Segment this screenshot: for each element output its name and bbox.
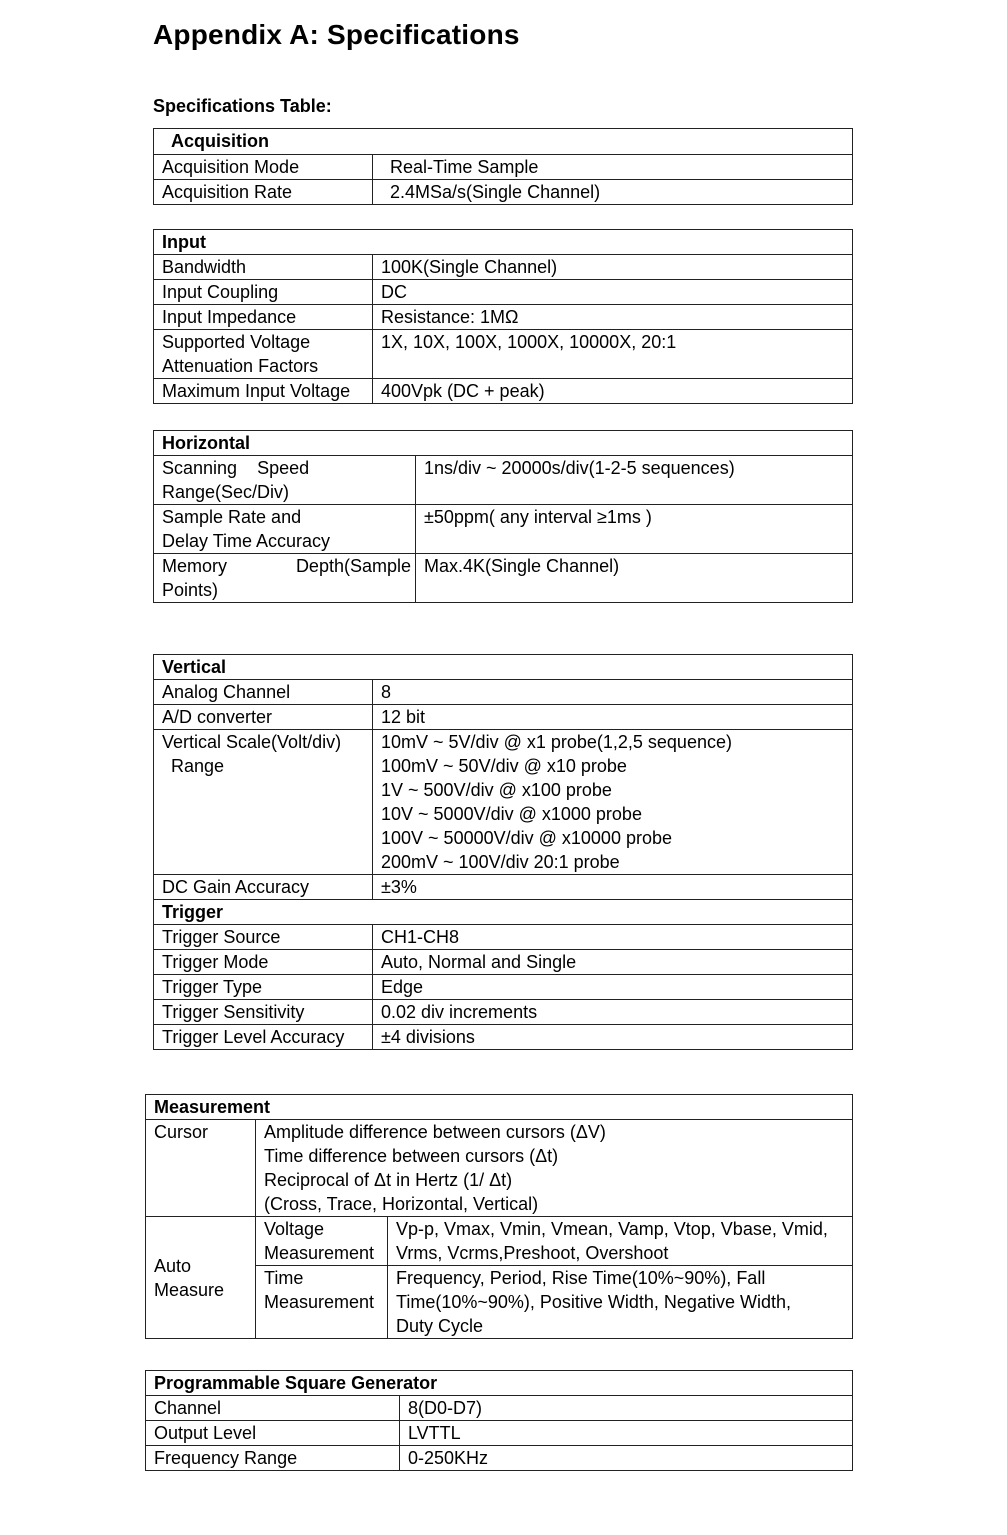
table-header-row (146, 1371, 853, 1396)
table-row (154, 505, 853, 554)
spec-value-line: Time difference between cursors (Δt) (264, 1146, 559, 1166)
measurement-table (145, 1094, 853, 1339)
spec-label: Trigger Type (154, 975, 373, 1000)
spec-value: 0-250KHz (400, 1446, 853, 1471)
spec-value: 8(D0-D7) (400, 1396, 853, 1421)
table-row (146, 1396, 853, 1421)
spec-value-line: 100V ~ 50000V/div @ x10000 probe (381, 828, 672, 848)
cursor-label: Cursor (146, 1120, 256, 1217)
spec-value-line: Vp-p, Vmax, Vmin, Vmean, Vamp, Vtop, Vbase, Vmid, (396, 1219, 828, 1239)
spec-label-line: Time (264, 1268, 304, 1288)
spec-value: 1X, 10X, 100X, 1000X, 10000X, 20:1 (373, 330, 853, 379)
spec-label-word: Depth(Sample (295, 556, 411, 576)
spec-label (154, 330, 373, 379)
table-row (154, 705, 853, 730)
voltage-measurement-value (388, 1217, 853, 1266)
table-header-row (146, 1095, 853, 1120)
spec-label-line: Points) (162, 580, 219, 600)
table-row (154, 305, 853, 330)
spec-label (154, 730, 373, 875)
acquisition-header: Acquisition (154, 129, 853, 155)
spec-label-line: Auto (154, 1255, 192, 1276)
spec-value-line: Amplitude difference between cursors (ΔV) (264, 1122, 606, 1142)
spec-value-line: 100mV ~ 50V/div @ x10 probe (381, 756, 627, 776)
table-row (154, 680, 853, 705)
time-measurement-label (256, 1266, 388, 1339)
spec-label: Maximum Input Voltage (154, 379, 373, 404)
cursor-value (256, 1120, 853, 1217)
table-row (154, 1025, 853, 1050)
spec-label: Channel (146, 1396, 400, 1421)
spec-label-line: Sample Rate and (162, 507, 302, 527)
vertical-header: Vertical (154, 655, 853, 680)
spec-label: Acquisition Mode (154, 155, 373, 180)
spec-label: Input Coupling (154, 280, 373, 305)
spec-label (154, 554, 416, 603)
table-row (154, 330, 853, 379)
spec-label-line: Range (171, 756, 225, 776)
page-title: Appendix A: Specifications (153, 19, 520, 50)
spec-value: Resistance: 1MΩ (373, 305, 853, 330)
table-row (154, 875, 853, 900)
table-row (146, 1217, 853, 1266)
table-row (154, 730, 853, 875)
spec-value-line: Vrms, Vcrms,Preshoot, Overshoot (396, 1243, 669, 1263)
spec-value: 1ns/div ~ 20000s/div(1-2-5 sequences) (416, 456, 853, 505)
specifications-table-subtitle: Specifications Table: (153, 96, 332, 116)
horizontal-header: Horizontal (154, 431, 853, 456)
voltage-measurement-label (256, 1217, 388, 1266)
table-header-row (154, 230, 853, 255)
spec-label: Frequency Range (146, 1446, 400, 1471)
spec-label: Analog Channel (154, 680, 373, 705)
spec-label-line: Voltage (264, 1219, 325, 1239)
spec-value: ±4 divisions (373, 1025, 853, 1050)
spec-value: 400Vpk (DC + peak) (373, 379, 853, 404)
spec-value: LVTTL (400, 1421, 853, 1446)
spec-value-line: 1V ~ 500V/div @ x100 probe (381, 780, 612, 800)
vertical-trigger-table (153, 654, 853, 1050)
measurement-header: Measurement (146, 1095, 853, 1120)
spec-label-word: Scanning (162, 458, 238, 478)
spec-label: Trigger Sensitivity (154, 1000, 373, 1025)
spec-label (154, 456, 416, 505)
square-generator-table (145, 1370, 853, 1471)
spec-label: Trigger Level Accuracy (154, 1025, 373, 1050)
input-header: Input (154, 230, 853, 255)
table-row (154, 180, 853, 205)
table-row (154, 1000, 853, 1025)
spec-value-line: (Cross, Trace, Horizontal, Vertical) (264, 1194, 539, 1214)
table-row (154, 950, 853, 975)
table-row (146, 1120, 853, 1217)
spec-label: Trigger Mode (154, 950, 373, 975)
spec-value: 12 bit (373, 705, 853, 730)
spec-label-line: Measurement (264, 1292, 375, 1312)
spec-value: ±3% (373, 875, 853, 900)
spec-label-line: Measure (154, 1279, 225, 1300)
spec-value-line: 10V ~ 5000V/div @ x1000 probe (381, 804, 642, 824)
spec-label-line (162, 554, 415, 578)
table-row (154, 255, 853, 280)
spec-label: A/D converter (154, 705, 373, 730)
spec-value: ±50ppm( any interval ≥1ms ) (416, 505, 853, 554)
table-header-row (154, 900, 853, 925)
trigger-header: Trigger (154, 900, 853, 925)
spec-value (373, 730, 853, 875)
table-row (154, 456, 853, 505)
table-row (146, 1446, 853, 1471)
spec-value-line: Frequency, Period, Rise Time(10%~90%), Fall (396, 1268, 766, 1288)
spec-value-line: Duty Cycle (396, 1316, 484, 1336)
spec-value: Max.4K(Single Channel) (416, 554, 853, 603)
spec-value: 2.4MSa/s(Single Channel) (373, 180, 853, 205)
spec-value-line: 10mV ~ 5V/div @ x1 probe(1,2,5 sequence) (381, 732, 732, 752)
spec-label: Input Impedance (154, 305, 373, 330)
horizontal-table (153, 430, 853, 603)
table-row (154, 975, 853, 1000)
spec-value: Edge (373, 975, 853, 1000)
spec-label (154, 505, 416, 554)
spec-label-line: Delay Time Accuracy (162, 531, 331, 551)
spec-value: 100K(Single Channel) (373, 255, 853, 280)
spec-label: Trigger Source (154, 925, 373, 950)
spec-value-line: 200mV ~ 100V/div 20:1 probe (381, 852, 620, 872)
spec-label: Output Level (146, 1421, 400, 1446)
spec-value: Real-Time Sample (373, 155, 853, 180)
spec-label-line (162, 456, 415, 480)
table-row (154, 925, 853, 950)
table-row (154, 155, 853, 180)
spec-label-line: Vertical Scale(Volt/div) (162, 732, 342, 752)
acquisition-table (153, 128, 853, 205)
spec-label-line: Supported Voltage (162, 332, 311, 352)
spec-value: CH1-CH8 (373, 925, 853, 950)
spec-value: 0.02 div increments (373, 1000, 853, 1025)
spec-label-line: Measurement (264, 1243, 375, 1263)
generator-header: Programmable Square Generator (146, 1371, 853, 1396)
table-header-row (154, 431, 853, 456)
table-header-row (154, 129, 853, 155)
spec-label: DC Gain Accuracy (154, 875, 373, 900)
spec-label-word: Speed (257, 458, 310, 478)
auto-measure-label (146, 1217, 256, 1339)
spec-label: Acquisition Rate (154, 180, 373, 205)
time-measurement-value (388, 1266, 853, 1339)
spec-label-word: Memory (162, 556, 228, 576)
table-row (146, 1421, 853, 1446)
spec-value-line: Reciprocal of Δt in Hertz (1/ Δt) (264, 1170, 513, 1190)
spec-value: 8 (373, 680, 853, 705)
table-row (154, 379, 853, 404)
spec-value-line: Time(10%~90%), Positive Width, Negative Width, (396, 1292, 791, 1312)
spec-label: Bandwidth (154, 255, 373, 280)
spec-label-line: Attenuation Factors (162, 356, 319, 376)
spec-value: Auto, Normal and Single (373, 950, 853, 975)
table-row (154, 280, 853, 305)
table-header-row (154, 655, 853, 680)
spec-value: DC (373, 280, 853, 305)
input-table (153, 229, 853, 404)
table-row (154, 554, 853, 603)
spec-label-line: Range(Sec/Div) (162, 482, 290, 502)
